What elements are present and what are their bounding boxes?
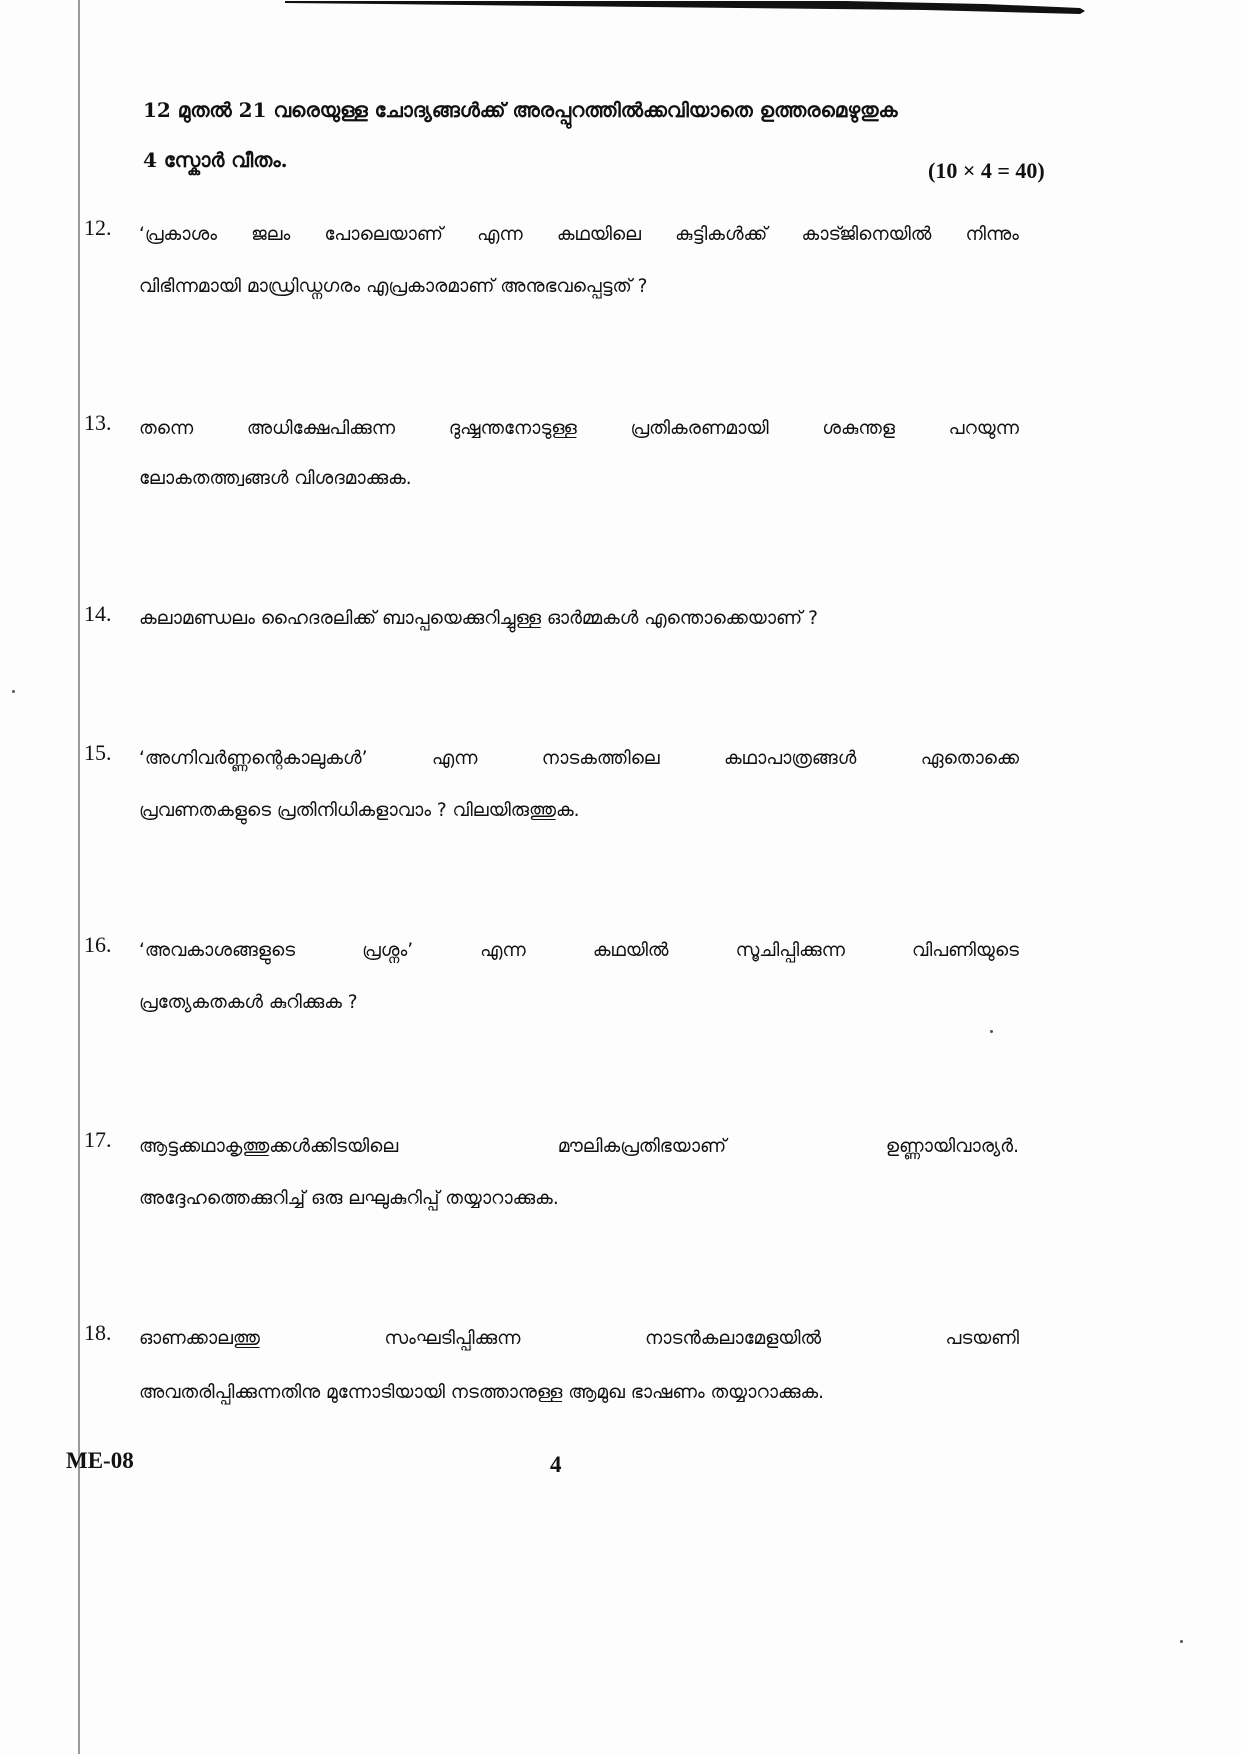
question-12-line-1	[139, 224, 1019, 245]
question-15-line-1	[139, 748, 1019, 769]
question-13-line-2: ലോകതത്ത്വങ്ങൾ വിശദമാക്കുക.	[139, 468, 412, 489]
word: ‘അവകാശങ്ങളുടെ	[139, 940, 296, 961]
word: ജലം	[251, 224, 291, 245]
question-16-line-2: പ്രത്യേകതകൾ കുറിക്കുക ?	[139, 992, 358, 1013]
question-number: 16.	[84, 932, 112, 957]
word: എന്ന	[431, 748, 478, 769]
word: നാടകത്തിലെ	[541, 748, 660, 769]
word: സൂചിപ്പിക്കുന്ന	[735, 940, 845, 961]
question-number: 18.	[84, 1320, 112, 1345]
question-13-line-1	[139, 418, 1019, 439]
word: ആട്ടക്കഥാകൃത്തുക്കൾക്കിടയിലെ	[139, 1136, 399, 1157]
word: എന്ന	[480, 940, 526, 961]
word: ഓണക്കാലത്തു	[139, 1328, 260, 1349]
word: ദുഷ്ഷന്തനോടുള്ള	[448, 418, 577, 439]
word: കഥയിൽ	[592, 940, 669, 961]
question-16-line-1	[139, 940, 1019, 961]
word: എന്ന	[477, 224, 523, 245]
word: കഥാപാത്രങ്ങൾ	[723, 748, 857, 769]
margin-line	[78, 0, 80, 1754]
scan-speck	[12, 690, 15, 693]
word: പ്രതികരണമായി	[630, 418, 769, 439]
word: ഏതൊക്കെ	[920, 748, 1019, 769]
word: പ്രശ്നം’	[362, 940, 414, 961]
scan-speck	[1180, 1640, 1183, 1643]
paper-code: ME-08	[66, 1448, 134, 1473]
word: നിന്നും	[965, 224, 1019, 245]
word: ശകുന്തള	[822, 418, 895, 439]
word: കുട്ടികൾക്ക്	[675, 224, 768, 245]
question-number: 17.	[84, 1127, 112, 1152]
question-number: 14.	[84, 601, 112, 626]
word: പോലെയാണ്	[324, 224, 443, 245]
word: സംഘടിപ്പിക്കുന്ന	[384, 1328, 521, 1349]
word: വിപണിയുടെ	[912, 940, 1019, 961]
question-14-line-1: കലാമണ്ഡലം ഹൈദരലിക്ക് ബാപ്പയെക്കുറിച്ചുള്ള ഓർമ്മകൾ എന്തൊക്കെയാണ് ?	[139, 608, 818, 629]
question-12-line-2: വിഭിന്നമായി മാഡ്രിഡ്നഗരം എപ്രകാരമാണ് അനുഭവപ്പെട്ടത് ?	[139, 276, 648, 297]
question-number: 12.	[84, 215, 112, 240]
question-number: 13.	[84, 410, 112, 435]
word: അധിക്ഷേപിക്കുന്ന	[246, 418, 396, 439]
word: ‘പ്രകാശം	[139, 224, 217, 245]
word: കഥയിലെ	[556, 224, 641, 245]
scan-speck	[990, 1030, 993, 1033]
word: മൗലികപ്രതിഭയാണ്	[557, 1136, 727, 1157]
word: ‘അഗ്നിവർണ്ണന്റെകാലുകൾ’	[139, 748, 368, 769]
word: തന്നെ	[139, 418, 194, 439]
instruction-line-2: 4 സ്കോർ വീതം.	[143, 148, 288, 172]
word: ഉണ്ണായിവാര്യർ.	[885, 1136, 1019, 1157]
question-18-line-2: അവതരിപ്പിക്കുന്നതിനു മുന്നോടിയായി നടത്താനുള്ള ആമുഖ ഭാഷണം തയ്യാറാക്കുക.	[139, 1382, 825, 1403]
top-rule	[285, 0, 1085, 14]
page-number: 4	[550, 1452, 562, 1477]
word: പറയുന്ന	[948, 418, 1019, 439]
marks-allocation: (10 × 4 = 40)	[928, 158, 1045, 183]
question-15-line-2: പ്രവണതകളുടെ പ്രതിനിധികളാവാം ? വിലയിരുത്തുക.	[139, 800, 580, 821]
question-17-line-2: അദ്ദേഹത്തെക്കുറിച്ച് ഒരു ലഘുകുറിപ്പ് തയ്യാറാക്കുക.	[139, 1188, 559, 1209]
word: കാട്ജിനെയിൽ	[801, 224, 932, 245]
word: നാടൻകലാമേളയിൽ	[644, 1328, 822, 1349]
word: പടയണി	[945, 1328, 1019, 1349]
question-18-line-1	[139, 1328, 1019, 1349]
instruction-line-1: 12 മുതൽ 21 വരെയുള്ള ചോദ്യങ്ങൾക്ക് അരപ്പുറത്തിൽക്കവിയാതെ ഉത്തരമെഴുതുക	[143, 98, 898, 122]
question-number: 15.	[84, 740, 112, 765]
question-17-line-1	[139, 1136, 1019, 1157]
